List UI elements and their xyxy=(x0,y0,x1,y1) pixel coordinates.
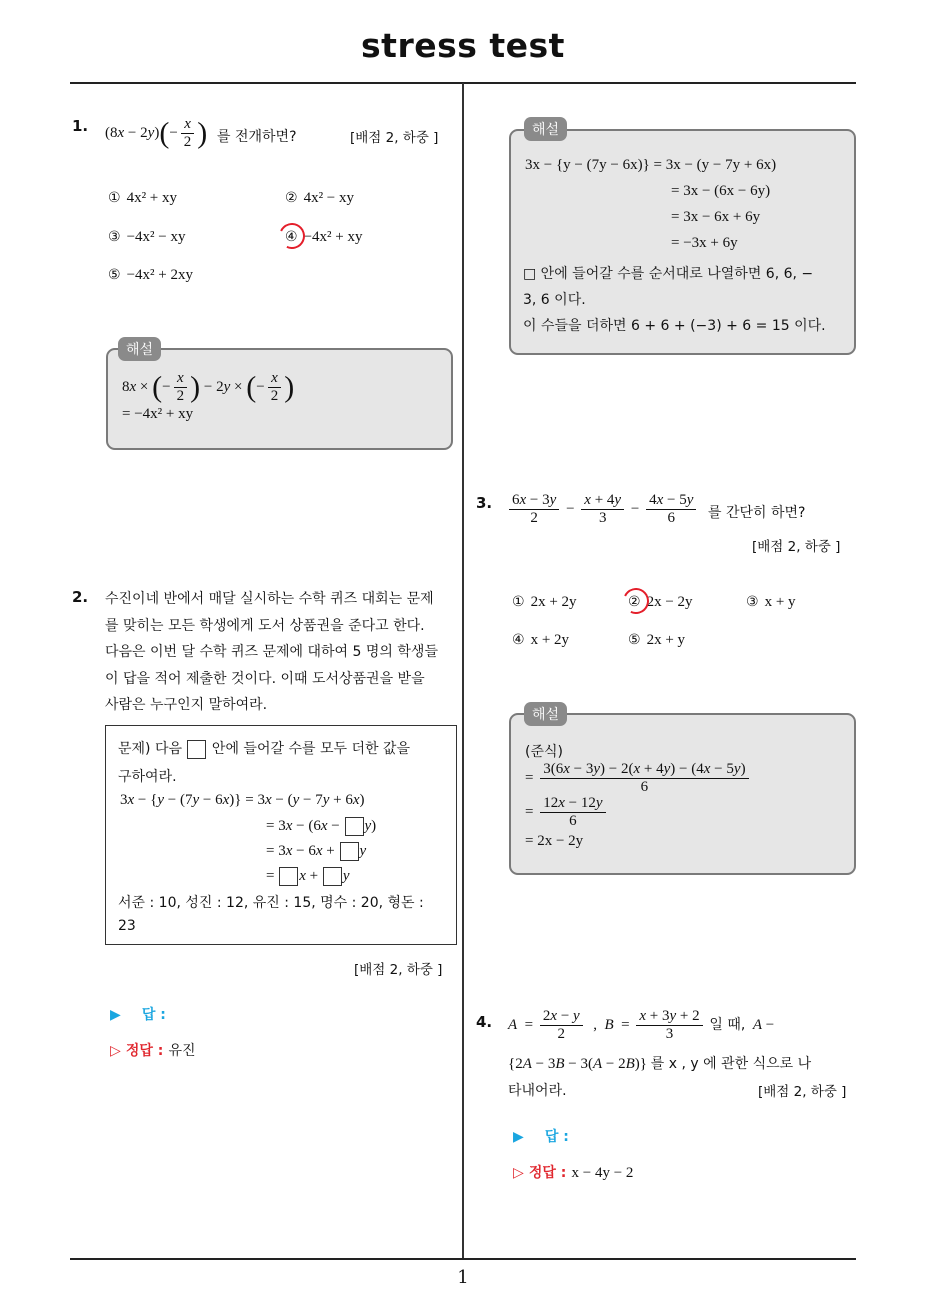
q2-text: 수진이네 반에서 매달 실시하는 수학 퀴즈 대회는 문제 를 맞히는 모든 학생에게 도서 상품권을 준다고 한다. 다음은 이번 달 수학 퀴즈 문제에 대하여 5 명의 학생들 이 답을 적어 제출한 것이다. 이때 도서상품권을 받을 사람은 누구인지 말하여라. xyxy=(105,591,438,713)
q2-box-eq-2: = 3x − (6x − y) xyxy=(266,817,376,836)
q3-solution-tag: 해설 xyxy=(524,702,567,726)
q1-choice-4[interactable]: ④ −4x² + xy xyxy=(285,229,363,245)
q2-solution-tag: 해설 xyxy=(524,117,567,141)
q4-definition: A = $\frac{2x - y}{2}$ , B = $\frac{x + 3y + 2}{3}$ 일 때, A − xyxy=(508,1008,775,1042)
q1-correct-circle-mark xyxy=(275,219,308,252)
q2-meta: [배점 2, 하중 ] xyxy=(354,962,443,978)
q2-solution-text-3: 이 수들을 더하면 6 + 6 + (−3) + 6 = 15 이다. xyxy=(523,318,826,334)
q3-solution-box xyxy=(509,713,856,875)
q3-choice-1[interactable]: ① 2x + 2y xyxy=(512,594,577,610)
q4-text-cont: 타내어라. xyxy=(508,1083,567,1099)
q2-box-intro-cont: 구하여라. xyxy=(118,769,177,785)
q2-answer-row: ▶ 답 : xyxy=(110,1007,166,1023)
q1-solution-line-1: 8x × (− $\frac{x}{2}$ ) − 2y × (− $\frac{x}{2}$ ) xyxy=(122,370,295,404)
q2-solution-text-2: 3, 6 이다. xyxy=(523,292,586,308)
q3-number: 3. xyxy=(476,494,493,512)
q1-solution-box xyxy=(106,348,453,450)
q1-solution-tag: 해설 xyxy=(118,337,161,361)
q3-expression: $\frac{6x - 3y}{2}$ − $\frac{x + 4y}{3}$ − $\frac{4x - 5y}{6}$ xyxy=(506,492,699,527)
q1-expression: (8x − 2y)(− $\frac{x}{2}$ ) xyxy=(105,116,208,150)
q3-prompt: 를 간단히 하면? xyxy=(708,505,806,521)
q3-solution-line-2: = $\frac{12x - 12y}{6}$ xyxy=(525,795,609,830)
play-icon: ▶ xyxy=(110,1007,121,1023)
q2-problem-box xyxy=(105,725,457,945)
q3-meta: [배점 2, 하중 ] xyxy=(752,539,841,555)
q2-key-row: ▷ 정답 : 유진 xyxy=(110,1043,196,1059)
q3-choice-5[interactable]: ⑤ 2x + y xyxy=(628,632,686,648)
q2-number: 2. xyxy=(72,588,89,606)
q3-solution-line-1: = $\frac{3(6x - 3y) - 2(x + 4y) - (4x - 5y)}{6}$ xyxy=(525,761,752,796)
q1-choice-5[interactable]: ⑤ −4x² + 2xy xyxy=(108,267,193,283)
q2-solution-line-2: = 3x − (6x − 6y) xyxy=(671,183,771,199)
q2-solution-line-3: = 3x − 6x + 6y xyxy=(671,209,761,225)
page-title: stress test xyxy=(361,26,565,65)
play-outline-icon: ▷ xyxy=(110,1043,121,1059)
blank-box xyxy=(187,740,206,759)
q1-number: 1. xyxy=(72,117,89,135)
q2-solution-box xyxy=(509,129,856,355)
q1-solution-line-2: = −4x² + xy xyxy=(122,406,194,422)
q3-solution-head: (준식) xyxy=(525,744,563,760)
q2-box-intro: 문제) 다음 안에 들어갈 수를 모두 더한 값을 xyxy=(118,741,410,757)
q2-solution-text-1: □ 안에 들어갈 수를 순서대로 나열하면 6, 6, − xyxy=(523,266,814,282)
q1-choice-3[interactable]: ③ −4x² − xy xyxy=(108,229,186,245)
q4-answer-row: ▶ 답 : xyxy=(513,1129,569,1145)
q3-choice-2[interactable]: ② 2x − 2y xyxy=(628,594,693,610)
q2-solution-line-1: 3x − {y − (7y − 6x)} = 3x − (y − 7y + 6x) xyxy=(525,157,777,173)
q1-meta: [배점 2, 하중 ] xyxy=(350,130,439,146)
q1-choice-2[interactable]: ② 4x² − xy xyxy=(285,190,355,206)
play-icon: ▶ xyxy=(513,1129,524,1145)
play-outline-icon: ▷ xyxy=(513,1165,524,1181)
q2-box-eq-4: = x + y xyxy=(266,867,350,886)
q2-box-eq-3: = 3x − 6x + y xyxy=(266,842,366,861)
q4-meta: [배점 2, 하중 ] xyxy=(758,1084,847,1100)
q2-box-eq-1: 3x − {y − (7y − 6x)} = 3x − (y − 7y + 6x) xyxy=(120,792,365,808)
page-number: 1 xyxy=(457,1267,469,1288)
q3-correct-circle-mark xyxy=(619,584,652,617)
footer-rule xyxy=(70,1258,856,1260)
q3-solution-line-3: = 2x − 2y xyxy=(525,833,584,849)
q1-choice-1[interactable]: ① 4x² + xy xyxy=(108,190,178,206)
q4-expression: {2A − 3B − 3(A − 2B)} 를 x , y 에 관한 식으로 나 xyxy=(508,1056,812,1072)
q4-number: 4. xyxy=(476,1013,493,1031)
q2-box-answers-cont: 23 xyxy=(118,918,136,934)
q1-prompt: 를 전개하면? xyxy=(217,129,297,145)
q3-choice-4[interactable]: ④ x + 2y xyxy=(512,632,570,648)
q3-choice-3[interactable]: ③ x + y xyxy=(746,594,796,610)
q2-box-answers: 서준 : 10, 성진 : 12, 유진 : 15, 명수 : 20, 형돈 : xyxy=(118,895,424,911)
q4-key-row: ▷ 정답 : x − 4y − 2 xyxy=(513,1165,634,1181)
q2-solution-line-4: = −3x + 6y xyxy=(671,235,738,251)
column-divider xyxy=(462,83,464,1258)
